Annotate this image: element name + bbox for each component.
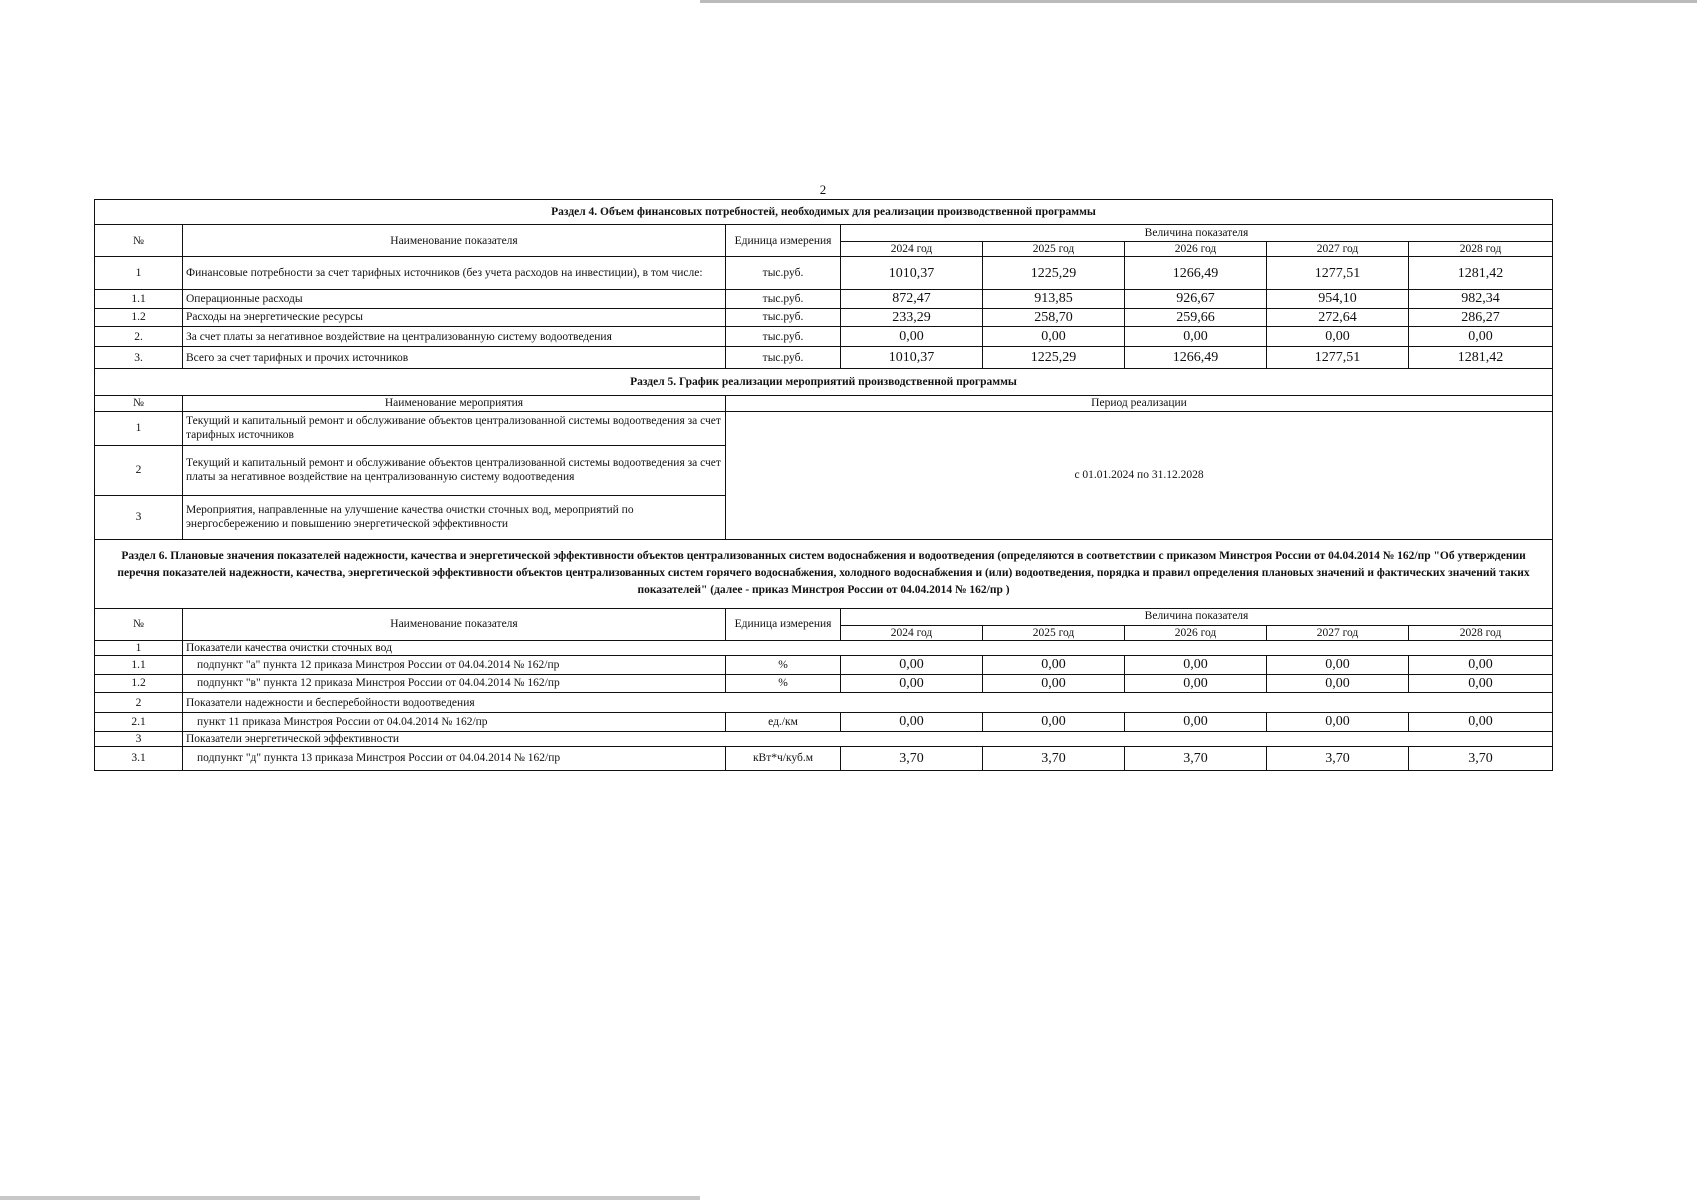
- row-unit: тыс.руб.: [726, 257, 841, 290]
- value-cell: 0,00: [841, 674, 983, 693]
- value-cell: 1266,49: [1125, 347, 1267, 369]
- s5-col-period: Период реализации: [726, 396, 1553, 411]
- year-header: 2027 год: [1267, 242, 1409, 257]
- main-table: [94, 199, 1553, 771]
- s4-col-name: Наименование показателя: [183, 225, 726, 257]
- row-unit: ед./км: [726, 713, 841, 732]
- section5-title: Раздел 5. График реализации мероприятий производственной программы: [95, 369, 1553, 396]
- value-cell: 1225,29: [983, 347, 1125, 369]
- row-number: 1.1: [95, 656, 183, 675]
- value-cell: 0,00: [1125, 656, 1267, 675]
- row-name: Операционные расходы: [183, 290, 726, 309]
- group-number: 1: [95, 640, 183, 655]
- table-row: [95, 747, 1553, 771]
- scan-edge-top: [700, 0, 1697, 3]
- s6-col-name: Наименование показателя: [183, 608, 726, 640]
- value-cell: 0,00: [983, 713, 1125, 732]
- row-unit: тыс.руб.: [726, 327, 841, 347]
- row-name: Текущий и капитальный ремонт и обслуживание объектов централизованной системы водоотведения за счет тарифных источников: [183, 411, 726, 445]
- row-unit: тыс.руб.: [726, 347, 841, 369]
- value-cell: 0,00: [1267, 713, 1409, 732]
- row-name: Финансовые потребности за счет тарифных источников (без учета расходов на инвестиции), в том числе:: [183, 257, 726, 290]
- s5-col-num: №: [95, 396, 183, 411]
- page-number: 2: [819, 182, 827, 197]
- table-row: [95, 656, 1553, 675]
- group-name: Показатели надежности и бесперебойности водоотведения: [183, 693, 1553, 713]
- row-unit: тыс.руб.: [726, 290, 841, 309]
- table-row: [95, 347, 1553, 369]
- row-number: 3.1: [95, 747, 183, 771]
- s4-col-unit: Единица измерения: [726, 225, 841, 257]
- group-row: [95, 693, 1553, 713]
- row-unit: кВт*ч/куб.м: [726, 747, 841, 771]
- row-name: Мероприятия, направленные на улучшение качества очистки сточных вод, мероприятий по энергосбережению и повышению энергетической эффективности: [183, 495, 726, 539]
- year-header: 2026 год: [1125, 625, 1267, 640]
- table-body: [95, 200, 1553, 771]
- value-cell: 3,70: [1409, 747, 1553, 771]
- value-cell: 1277,51: [1267, 257, 1409, 290]
- value-cell: 0,00: [841, 713, 983, 732]
- row-number: 1.1: [95, 290, 183, 309]
- table-row: [95, 257, 1553, 290]
- value-cell: 0,00: [1409, 656, 1553, 675]
- row-number: 2.: [95, 327, 183, 347]
- value-cell: 3,70: [983, 747, 1125, 771]
- value-cell: 1281,42: [1409, 257, 1553, 290]
- table-row: [95, 308, 1553, 327]
- row-name: подпункт "д" пункта 13 приказа Минстроя России от 04.04.2014 № 162/пр: [183, 747, 726, 771]
- row-name: подпункт "а" пункта 12 приказа Минстроя России от 04.04.2014 № 162/пр: [183, 656, 726, 675]
- value-cell: 0,00: [1409, 713, 1553, 732]
- year-header: 2026 год: [1125, 242, 1267, 257]
- row-number: 2.1: [95, 713, 183, 732]
- s4-col-value: Величина показателя: [841, 225, 1553, 242]
- s6-col-unit: Единица измерения: [726, 608, 841, 640]
- value-cell: 0,00: [983, 327, 1125, 347]
- value-cell: 233,29: [841, 308, 983, 327]
- row-name: Всего за счет тарифных и прочих источников: [183, 347, 726, 369]
- value-cell: 0,00: [1409, 674, 1553, 693]
- value-cell: 0,00: [983, 674, 1125, 693]
- year-header: 2028 год: [1409, 242, 1553, 257]
- s6-col-num: №: [95, 608, 183, 640]
- row-number: 1.2: [95, 674, 183, 693]
- year-header: 2025 год: [983, 242, 1125, 257]
- value-cell: 872,47: [841, 290, 983, 309]
- value-cell: 3,70: [1125, 747, 1267, 771]
- value-cell: 0,00: [1267, 327, 1409, 347]
- scan-edge-bottom: [0, 1196, 700, 1200]
- value-cell: 286,27: [1409, 308, 1553, 327]
- s6-col-value: Величина показателя: [841, 608, 1553, 625]
- year-header: 2024 год: [841, 242, 983, 257]
- row-number: 3: [95, 495, 183, 539]
- year-header: 2024 год: [841, 625, 983, 640]
- group-number: 3: [95, 731, 183, 746]
- year-header: 2028 год: [1409, 625, 1553, 640]
- value-cell: 1010,37: [841, 257, 983, 290]
- value-cell: 272,64: [1267, 308, 1409, 327]
- row-name: пункт 11 приказа Минстроя России от 04.04.2014 № 162/пр: [183, 713, 726, 732]
- table-row: [95, 713, 1553, 732]
- row-number: 2: [95, 445, 183, 495]
- value-cell: 258,70: [983, 308, 1125, 327]
- section4-title: Раздел 4. Объем финансовых потребностей, необходимых для реализации производственной программы: [95, 200, 1553, 225]
- value-cell: 0,00: [1409, 327, 1553, 347]
- value-cell: 0,00: [1125, 713, 1267, 732]
- row-number: 3.: [95, 347, 183, 369]
- row-name: Текущий и капитальный ремонт и обслуживание объектов централизованной системы водоотведения за счет платы за негативное воздействие на централизованную систему водоотведения: [183, 445, 726, 495]
- value-cell: 1225,29: [983, 257, 1125, 290]
- row-unit: тыс.руб.: [726, 308, 841, 327]
- year-header: 2025 год: [983, 625, 1125, 640]
- value-cell: 0,00: [983, 656, 1125, 675]
- s5-col-name: Наименование мероприятия: [183, 396, 726, 411]
- value-cell: 0,00: [1267, 674, 1409, 693]
- group-name: Показатели качества очистки сточных вод: [183, 640, 1553, 655]
- s4-col-num: №: [95, 225, 183, 257]
- group-name: Показатели энергетической эффективности: [183, 731, 1553, 746]
- table-row: [95, 290, 1553, 309]
- row-unit: %: [726, 674, 841, 693]
- group-number: 2: [95, 693, 183, 713]
- group-row: [95, 640, 1553, 655]
- value-cell: 3,70: [841, 747, 983, 771]
- table-row: [95, 411, 1553, 445]
- table-row: [95, 674, 1553, 693]
- value-cell: 0,00: [1125, 327, 1267, 347]
- value-cell: 1281,42: [1409, 347, 1553, 369]
- document-sheet: [94, 199, 1552, 771]
- value-cell: 1266,49: [1125, 257, 1267, 290]
- value-cell: 926,67: [1125, 290, 1267, 309]
- value-cell: 0,00: [1125, 674, 1267, 693]
- period-cell: с 01.01.2024 по 31.12.2028: [726, 411, 1553, 539]
- year-header: 2027 год: [1267, 625, 1409, 640]
- value-cell: 1010,37: [841, 347, 983, 369]
- row-number: 1: [95, 257, 183, 290]
- row-name: подпункт "в" пункта 12 приказа Минстроя России от 04.04.2014 № 162/пр: [183, 674, 726, 693]
- value-cell: 259,66: [1125, 308, 1267, 327]
- value-cell: 3,70: [1267, 747, 1409, 771]
- value-cell: 0,00: [841, 327, 983, 347]
- value-cell: 913,85: [983, 290, 1125, 309]
- row-number: 1: [95, 411, 183, 445]
- row-unit: %: [726, 656, 841, 675]
- value-cell: 954,10: [1267, 290, 1409, 309]
- row-number: 1.2: [95, 308, 183, 327]
- value-cell: 1277,51: [1267, 347, 1409, 369]
- row-name: Расходы на энергетические ресурсы: [183, 308, 726, 327]
- value-cell: 0,00: [841, 656, 983, 675]
- table-row: [95, 327, 1553, 347]
- group-row: [95, 731, 1553, 746]
- value-cell: 982,34: [1409, 290, 1553, 309]
- section6-title: Раздел 6. Плановые значения показателей надежности, качества и энергетической эффективности объектов централизованных систем водоснабжения и водоотведения (определяются в соответствии с приказом Минстроя России от 04.04.2014 № 162/пр "Об утверждении перечня показателей надежности, качества, энергетической эффективности объектов централизованных систем горячего водоснабжения, холодного водоснабжения и (или) водоотведения, порядка и правил определения плановых значений и фактических значений таких показателей" (далее - приказ Минстроя России от 04.04.2014 № 162/пр ): [95, 539, 1553, 608]
- row-name: За счет платы за негативное воздействие на централизованную систему водоотведения: [183, 327, 726, 347]
- value-cell: 0,00: [1267, 656, 1409, 675]
